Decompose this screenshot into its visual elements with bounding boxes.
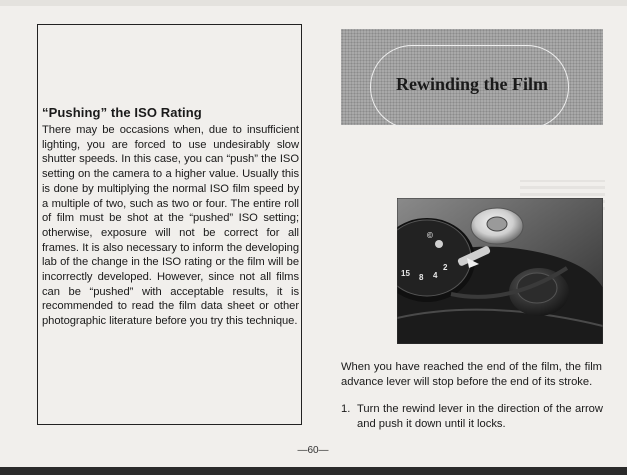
svg-text:8: 8 xyxy=(419,273,424,282)
step-1 xyxy=(341,402,603,432)
svg-text:2: 2 xyxy=(443,263,448,272)
rewind-intro-text: When you have reached the end of the film, the film advance lever will stop before the end of its stroke. xyxy=(341,361,602,389)
note-title: “Pushing” the ISO Rating xyxy=(42,105,202,120)
camera-rewind-illustration xyxy=(397,198,603,344)
page-top-edge xyxy=(0,0,627,6)
svg-text:4: 4 xyxy=(433,271,438,280)
svg-text:©: © xyxy=(427,231,433,240)
step-number: 1. xyxy=(341,403,351,415)
section-title: Rewinding the Film xyxy=(395,74,548,94)
camera-photo xyxy=(397,198,603,344)
step-text: Turn the rewind lever in the direction of the arrow and push it down until it locks. xyxy=(357,403,603,431)
note-body: There may be occasions when, due to insufficient lighting, you are forced to use undesirably slow shutter speeds. In this case, you can “push” the ISO setting on the camera to a higher value. Usually this is done by multiplying the normal ISO film speed by a multiple of two, such as two or four. The entire roll of film must be shot at the “pushed” ISO setting; otherwise, exposure will not be correct for all frames. It is also necessary to inform the developing lab of the change in the ISO rating or the film will be incorrectly developed. However, since not all films can be “pushed” with acceptable results, it is recommended to read the film data sheet or other photographic literature before you try this technique. xyxy=(42,124,299,328)
svg-text:15: 15 xyxy=(401,269,410,278)
page-number: —60— xyxy=(297,445,329,456)
page-bottom-edge xyxy=(0,467,627,475)
